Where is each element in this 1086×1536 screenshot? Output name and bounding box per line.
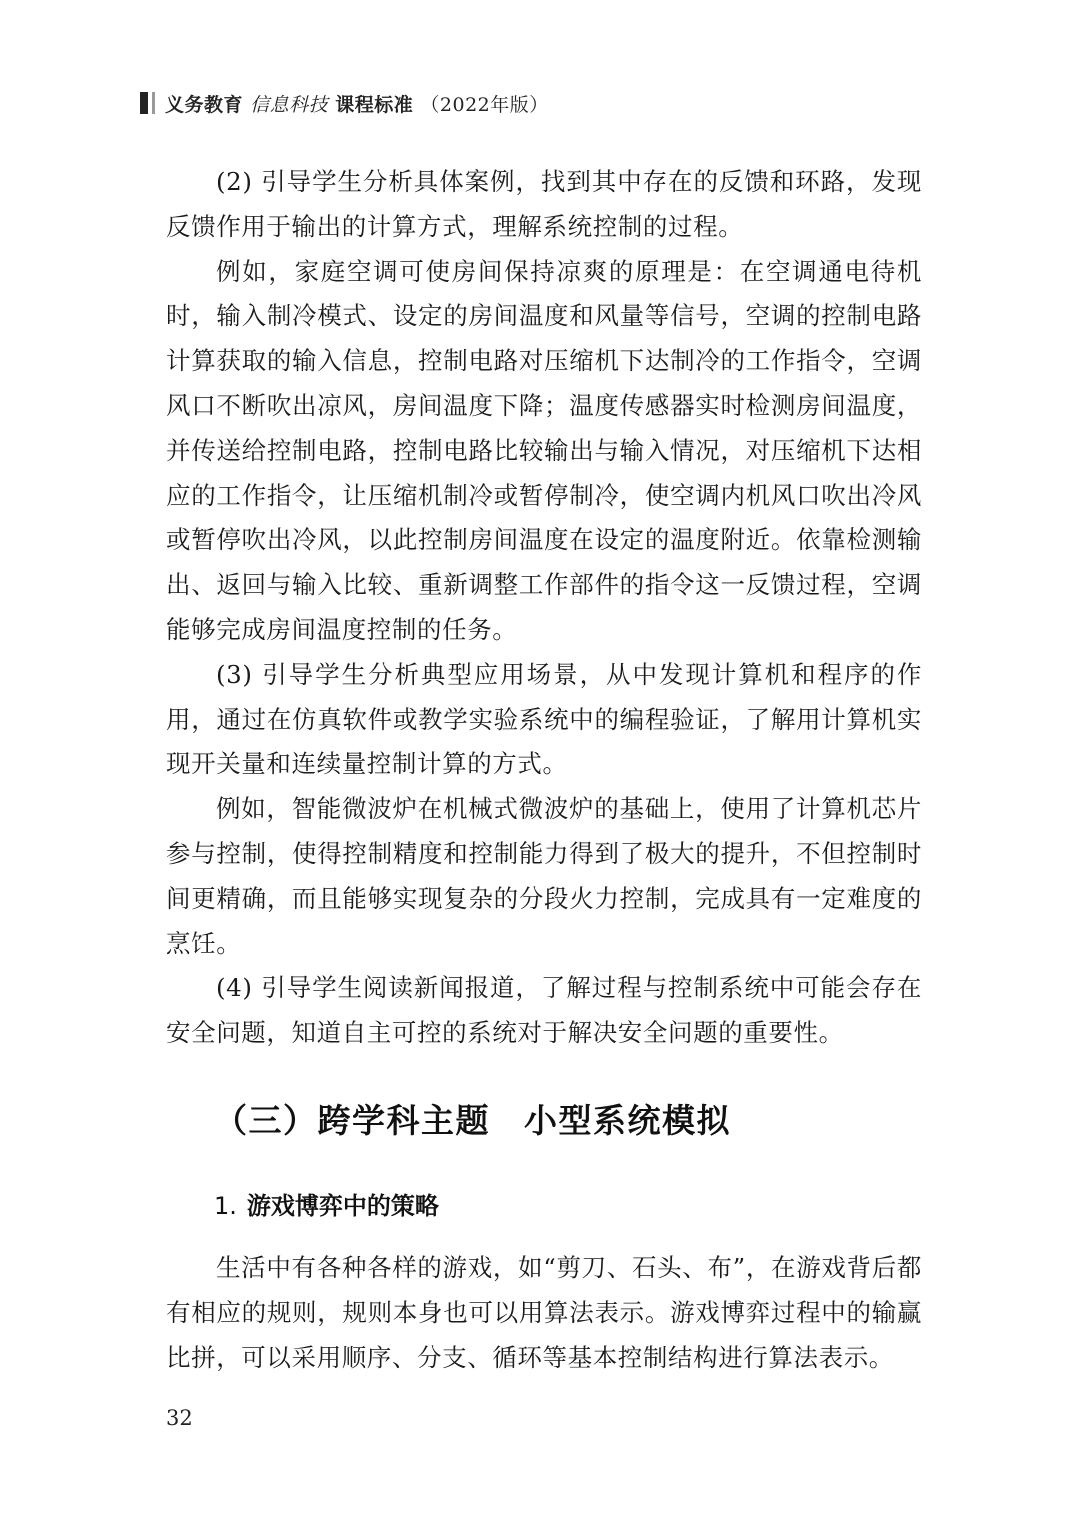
header-part2: 信息科技 [250, 93, 329, 116]
paragraph: 生活中有各种各样的游戏，如“剪刀、石头、布”，在游戏背后都有相应的规则，规则本身也可以用算法表示。游戏博弈过程中的输赢比拼，可以采用顺序、分支、循环等基本控制结构进行算法表示。 [166, 1253, 922, 1372]
header-bar-icon [140, 92, 155, 114]
body-text [166, 160, 922, 1056]
running-header [140, 90, 549, 116]
header-title [165, 90, 549, 117]
header-part1: 义务教育 [165, 93, 244, 116]
body-text-2 [166, 1246, 922, 1380]
paragraph: (2) 引导学生分析具体案例，找到其中存在的反馈和环路，发现反馈作用于输出的计算方式，理解系统控制的过程。 [166, 167, 922, 241]
page-number: 32 [166, 1406, 193, 1430]
section-heading [214, 1095, 731, 1142]
header-year: （2022年版） [420, 93, 549, 116]
paragraph: (4) 引导学生阅读新闻报道，了解过程与控制系统中可能会存在安全问题，知道自主可控的系统对于解决安全问题的重要性。 [166, 973, 922, 1048]
subsection-number: 1. [214, 1192, 237, 1220]
paragraph: 例如，智能微波炉在机械式微波炉的基础上，使用了计算机芯片参与控制，使得控制精度和控制能力得到了极大的提升，不但控制时间更精确，而且能够实现复杂的分段火力控制，完成具有一定难度的烹饪。 [166, 794, 922, 958]
paragraph: (3) 引导学生分析典型应用场景，从中发现计算机和程序的作用，通过在仿真软件或教学实验系统中的编程验证，了解用计算机实现开关量和连续量控制计算的方式。 [166, 659, 922, 779]
subsection-title: 游戏博弈中的策略 [246, 1192, 439, 1220]
section-label: （三）跨学科主题 [214, 1101, 490, 1140]
section-name: 小型系统模拟 [524, 1101, 731, 1140]
paragraph: 例如，家庭空调可使房间保持凉爽的原理是：在空调通电待机时，输入制冷模式、设定的房间温度和风量等信号，空调的控制电路计算获取的输入信息，控制电路对压缩机下达制冷的工作指令，空调风口不断吹出凉风，房间温度下降；温度传感器实时检测房间温度，并传送给控制电路，控制电路比较输出与输入情况，对压缩机下达相应的工作指令，让压缩机制冷或暂停制冷，使空调内机风口吹出冷风或暂停吹出冷风，以此控制房间温度在设定的温度附近。依靠检测输出、返回与输入比较、重新调整工作部件的指令这一反馈过程，空调能够完成房间温度控制的任务。 [166, 256, 922, 644]
subsection-heading [214, 1186, 439, 1221]
header-part3: 课程标准 [335, 93, 414, 116]
